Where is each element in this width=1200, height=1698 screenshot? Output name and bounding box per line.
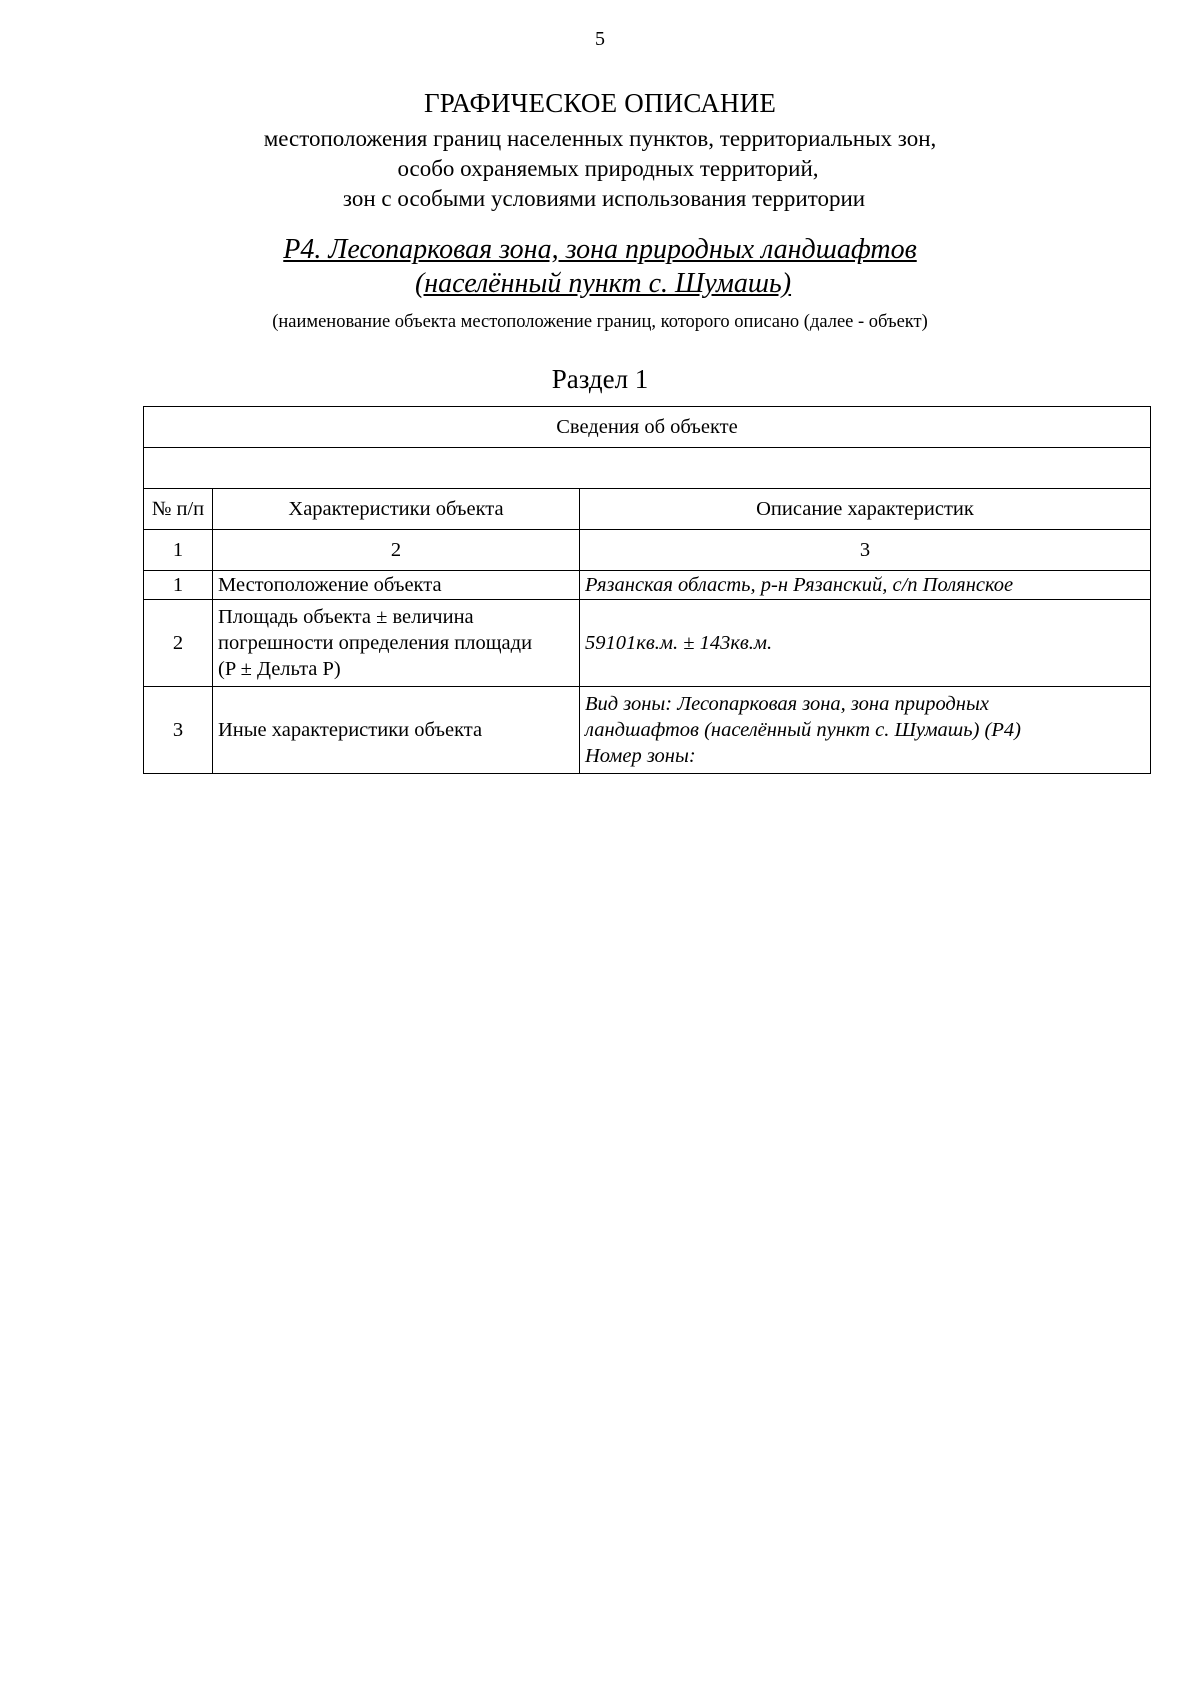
- table-empty-cell: [144, 448, 1151, 489]
- row-characteristic-line: (P ± Дельта P): [218, 658, 341, 680]
- object-caption: (наименование объекта местоположение границ, которого описано (далее - объект): [272, 312, 928, 332]
- row-characteristic: Местоположение объекта: [213, 571, 580, 600]
- row-number: 3: [144, 687, 213, 774]
- document-subtitle-line-2: особо охраняемых природных территорий,: [397, 156, 819, 181]
- object-name-line-2: (населённый пункт с. Шумашь): [414, 268, 792, 299]
- table-title: Сведения об объекте: [144, 407, 1151, 448]
- section-title: Раздел 1: [551, 364, 649, 394]
- column-number-3: 3: [580, 530, 1151, 571]
- row-characteristic: Иные характеристики объекта: [213, 687, 580, 774]
- page-number: 5: [595, 28, 605, 50]
- row-description-line: ландшафтов (населённый пункт с. Шумашь) (Р4): [585, 719, 1021, 741]
- row-description-line: Вид зоны: Лесопарковая зона, зона природных: [585, 693, 989, 715]
- table-row: [144, 571, 1151, 600]
- header-characteristic: Характеристики объекта: [213, 489, 580, 530]
- table-row: [144, 687, 1151, 774]
- row-description-line: Номер зоны:: [585, 745, 696, 767]
- row-characteristic: [213, 600, 580, 687]
- table-header-row: [144, 489, 1151, 530]
- row-description: Рязанская область, р-н Рязанский, с/п Полянское: [580, 571, 1151, 600]
- object-info-table: [143, 406, 1151, 774]
- row-characteristic-line: погрешности определения площади: [218, 632, 533, 654]
- row-description: [580, 687, 1151, 774]
- row-characteristic-line: Площадь объекта ± величина: [218, 606, 474, 628]
- column-number-row: [144, 530, 1151, 571]
- header-number: № п/п: [144, 489, 213, 530]
- column-number-2: 2: [213, 530, 580, 571]
- document-subtitle-line-1: местоположения границ населенных пунктов, территориальных зон,: [263, 126, 937, 151]
- header-description: Описание характеристик: [580, 489, 1151, 530]
- document-subtitle-line-3: зон с особыми условиями использования территории: [342, 186, 866, 211]
- document-title: ГРАФИЧЕСКОЕ ОПИСАНИЕ: [423, 88, 777, 118]
- row-number: 2: [144, 600, 213, 687]
- table-empty-row: [144, 448, 1151, 489]
- column-number-1: 1: [144, 530, 213, 571]
- row-number: 1: [144, 571, 213, 600]
- object-name-line-1: Р4. Лесопарковая зона, зона природных ландшафтов: [283, 234, 917, 265]
- table-row: [144, 600, 1151, 687]
- table-title-row: [144, 407, 1151, 448]
- row-description: 59101кв.м. ± 143кв.м.: [580, 600, 1151, 687]
